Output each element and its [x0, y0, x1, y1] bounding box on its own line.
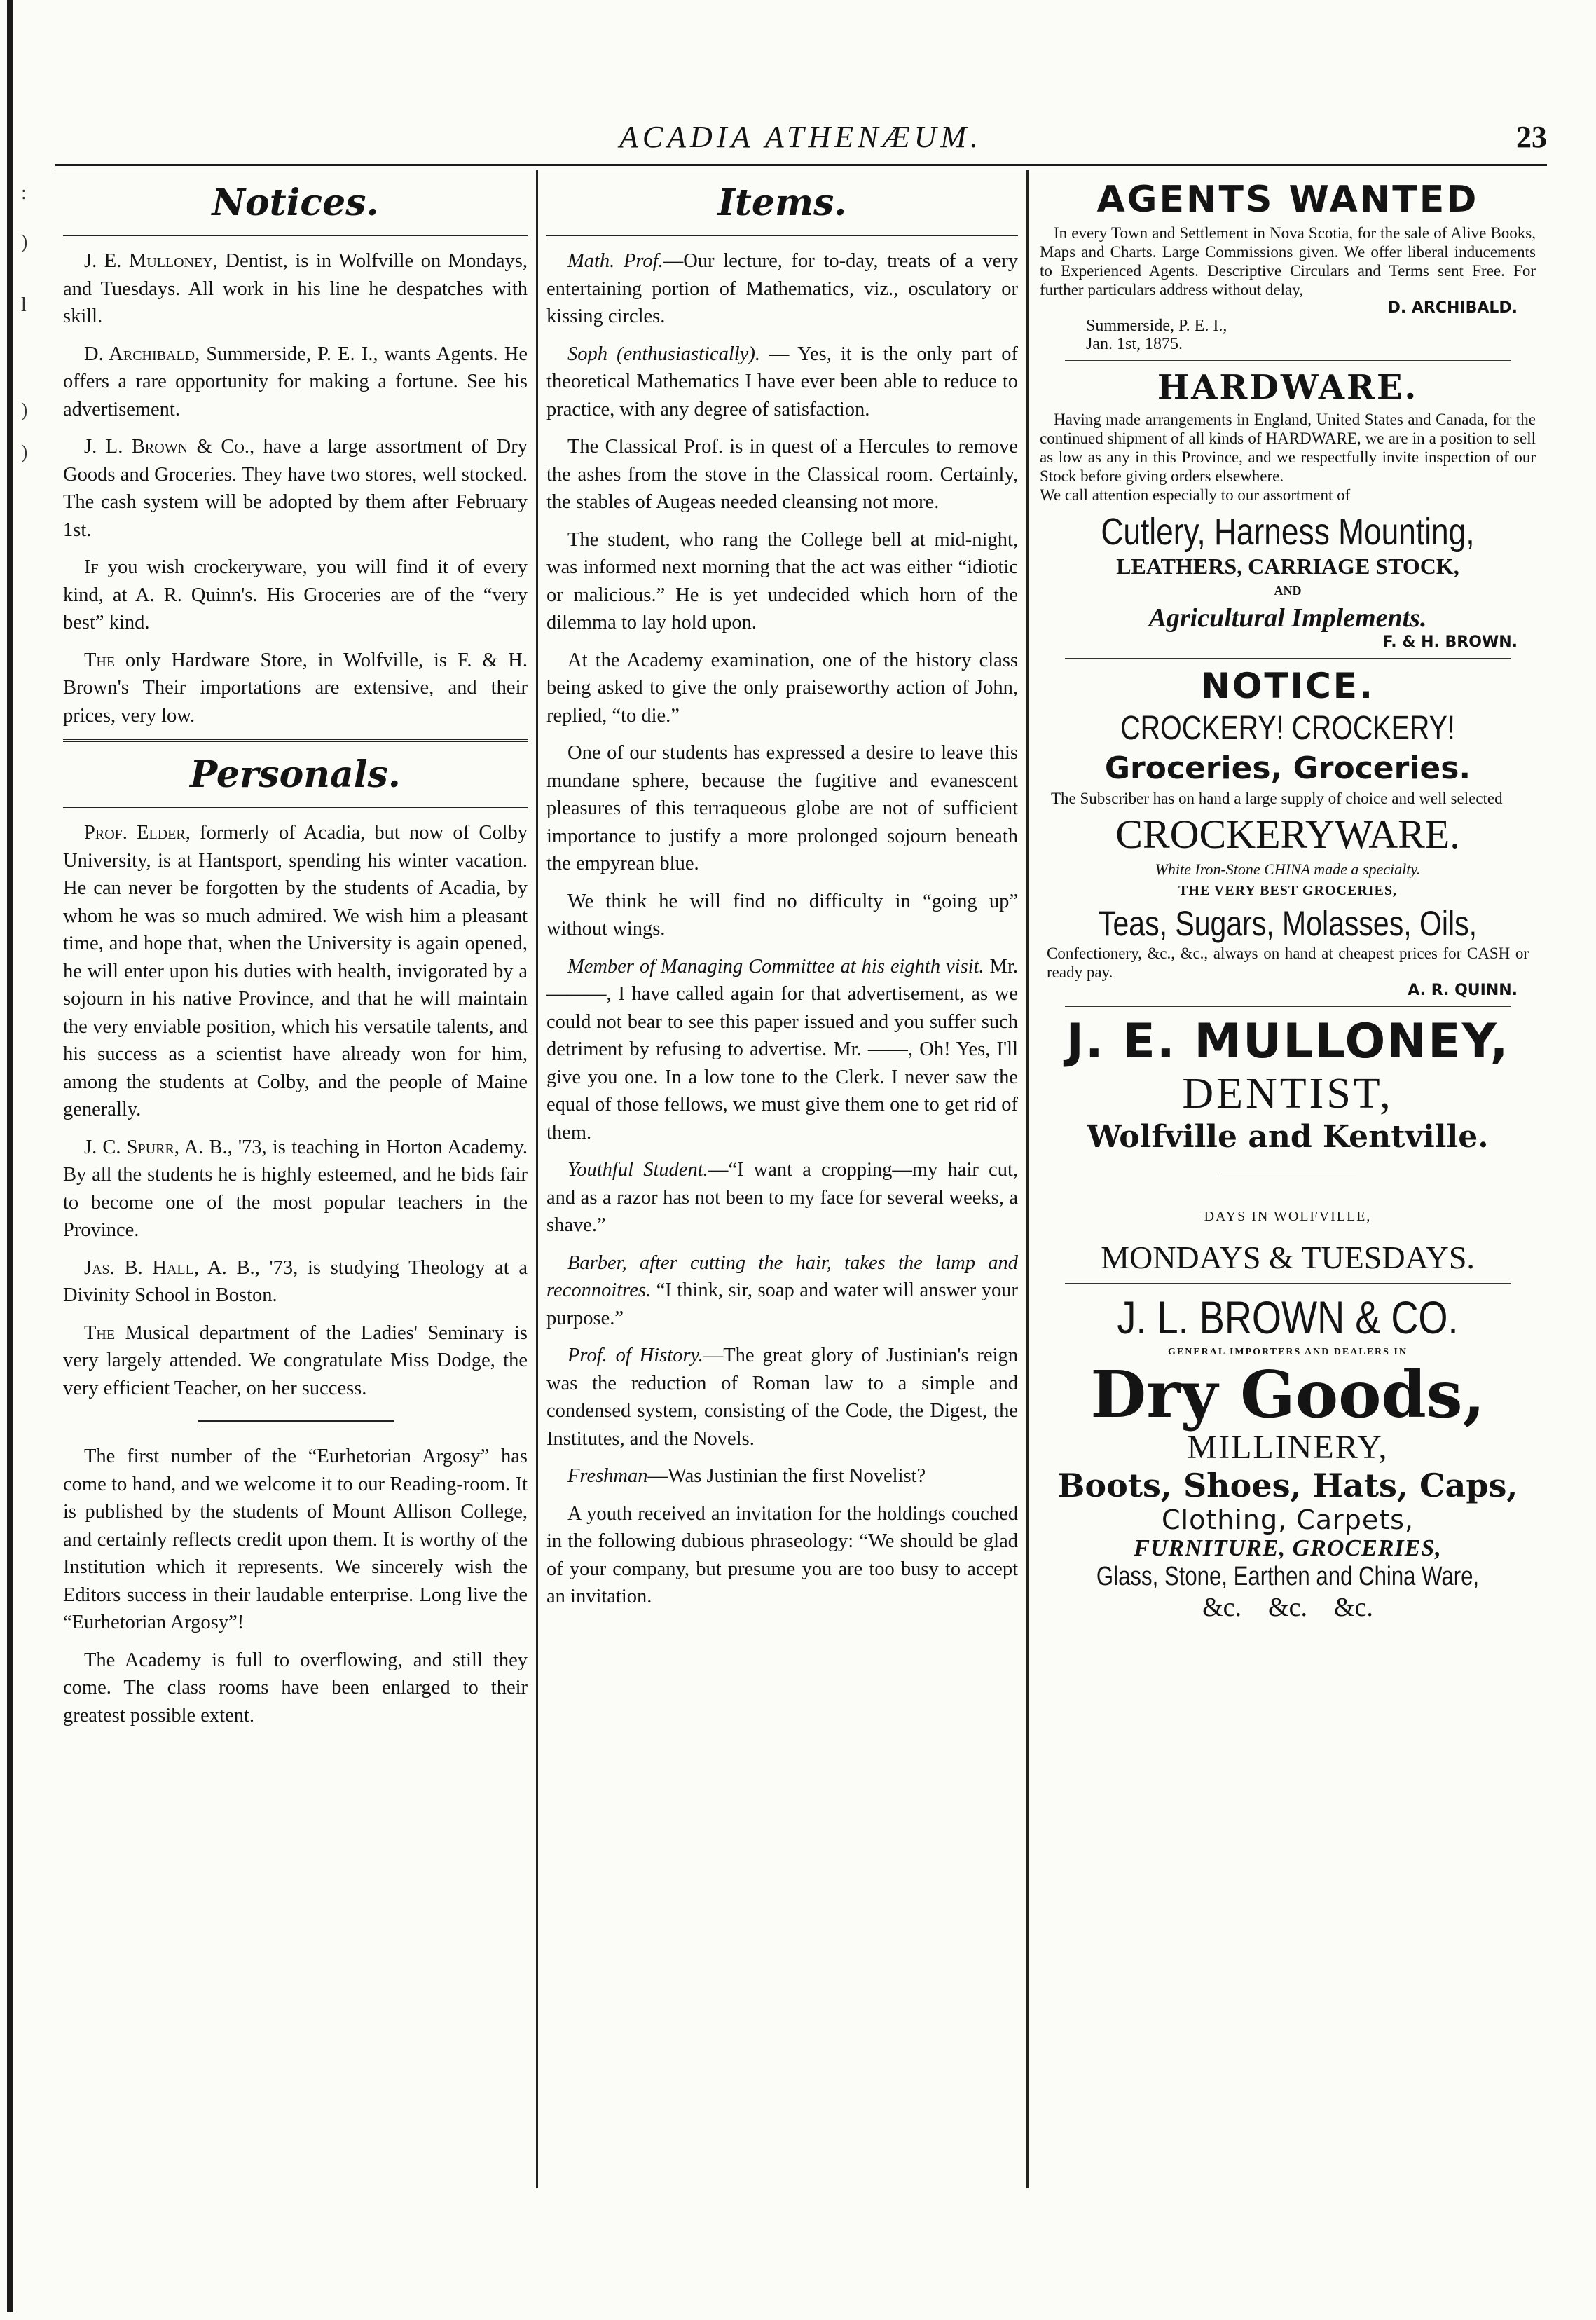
notices-paragraph-lead: J. L. Brown & Co.,	[84, 436, 255, 458]
agents-ad-place: Summerside, P. E. I.,	[1086, 317, 1227, 335]
personals-paragraph	[63, 1134, 528, 1244]
notices-heading: Notices.	[212, 181, 379, 224]
personals-paragraph	[63, 1443, 528, 1637]
brown-ad-name: J. L. BROWN & CO.	[1117, 1291, 1459, 1343]
items-paragraph	[546, 1342, 1018, 1453]
personals-paragraph-text: A. B., '73, is studying Theology at a Divinity School in Boston.	[63, 1256, 528, 1306]
newspaper-page	[55, 105, 1547, 2188]
hardware-ad	[1037, 368, 1539, 651]
quinn-ad-signature: A. R. QUINN.	[1408, 982, 1518, 999]
personals-paragraph	[63, 819, 528, 1124]
personals-paragraph-text: The first number of the “Eurhetorian Argosy” has come to hand, and we welcome it to our Reading-room. It is published by the students of Mount Allison College, and certainly reflects credit upon them. It is worthy of the Institution which it represents. We sincerely wish the Editors success in their laudable enterprise. Long live the “Eurhetorian Argosy”!	[63, 1446, 528, 1633]
mulloney-ad-days-label: DAYS IN WOLFVILLE,	[1204, 1209, 1372, 1224]
personals-paragraph-lead: Prof. Elder,	[84, 822, 191, 844]
brown-ad-sub: GENERAL IMPORTERS AND DEALERS IN	[1167, 1347, 1408, 1357]
hardware-ad-implements: Agricultural Implements.	[1148, 603, 1427, 633]
agents-ad-date: Jan. 1st, 1875.	[1086, 335, 1183, 353]
notices-body	[63, 247, 528, 729]
items-paragraph-text: “I think, sir, soap and water will answer your purpose.”	[546, 1279, 1018, 1329]
ad-rule	[1065, 658, 1511, 659]
items-paragraph	[546, 526, 1018, 637]
mulloney-ad-profession: DENTIST,	[1182, 1070, 1394, 1118]
items-paragraph	[546, 247, 1018, 331]
quinn-ad-title: NOTICE.	[1201, 666, 1375, 706]
hardware-ad-leathers: LEATHERS, CARRIAGE STOCK,	[1116, 554, 1459, 579]
ad-rule	[1065, 360, 1511, 361]
notices-paragraph	[63, 341, 528, 424]
margin-mark: :	[21, 182, 27, 204]
items-paragraph	[546, 1156, 1018, 1240]
quinn-ad-groceries: Groceries, Groceries.	[1104, 750, 1471, 786]
personals-paragraph-lead: J. C. Spurr,	[84, 1136, 179, 1158]
agents-ad-title: AGENTS WANTED	[1096, 179, 1479, 221]
section-rule	[63, 235, 528, 236]
items-paragraph-text: The Classical Prof. is in quest of a Hercules to remove the ashes from the stove in the Classical room. Certainly, the stables of Augeas needed cleansing not more.	[546, 436, 1018, 513]
quinn-ad-text2: Confectionery, &c., &c., always on hand at cheapest prices for CASH or ready pay.	[1047, 945, 1529, 981]
ad-rule	[1065, 1006, 1511, 1007]
items-body	[546, 247, 1018, 1611]
notices-paragraph-lead: D. Archibald,	[84, 343, 200, 365]
items-paragraph-lead: Barber, after cutting the hair, takes the lamp and reconnoitres.	[546, 1251, 1018, 1301]
personals-heading: Personals.	[190, 753, 401, 796]
items-paragraph	[546, 888, 1018, 943]
page-title: ACADIA ATHENÆUM.	[619, 120, 983, 154]
personals-paragraph-lead: The	[84, 1322, 116, 1344]
brown-ad-dry-goods: Dry Goods,	[1090, 1357, 1485, 1432]
quinn-ad	[1037, 666, 1539, 999]
items-paragraph	[546, 341, 1018, 424]
items-paragraph-text: One of our students has expressed a desire to leave this mundane sphere, because the fugitive and evanescent pleasures of this terraqueous globe are not of sufficient importance to justify a more prolonged sojourn beneath the empyrean blue.	[546, 742, 1018, 874]
items-paragraph	[546, 739, 1018, 878]
items-paragraph	[546, 647, 1018, 730]
mulloney-ad-days: MONDAYS & TUESDAYS.	[1101, 1240, 1475, 1275]
notices-paragraph	[63, 247, 528, 331]
quinn-ad-crockeryware: CROCKERYWARE.	[1115, 811, 1460, 857]
brown-ad-millinery: MILLINERY,	[1187, 1429, 1389, 1466]
items-paragraph	[546, 433, 1018, 516]
items-paragraph-text: —Our lecture, for to-day, treats of a very entertaining portion of Mathematics, viz., osculatory or kissing circles.	[546, 250, 1018, 327]
personals-paragraph-text: A. B., '73, is teaching in Horton Academy. By all the students he is highly esteemed, and he bids fair to become one of the most popular teachers in the Province.	[63, 1136, 528, 1241]
section-rule	[63, 739, 528, 742]
page-number: 23	[1516, 120, 1547, 154]
items-paragraph	[546, 1249, 1018, 1333]
binding-bar	[7, 0, 13, 2312]
quinn-ad-china: White Iron-Stone CHINA made a specialty.	[1155, 860, 1421, 878]
items-paragraph-lead: Member of Managing Committee at his eighth visit.	[567, 955, 984, 977]
hardware-ad-signature: F. & H. BROWN.	[1382, 633, 1518, 651]
brown-ad-boots: Boots, Shoes, Hats, Caps,	[1057, 1467, 1518, 1504]
hardware-ad-cutlery: Cutlery, Harness Mounting,	[1101, 511, 1475, 553]
brown-ad-furniture: FURNITURE, GROCERIES,	[1134, 1535, 1442, 1561]
notices-paragraph	[63, 554, 528, 637]
notices-paragraph-text: Summerside, P. E. I., wants Agents. He offers a rare opportunity for making a fortune. See his advertisement.	[63, 343, 528, 420]
notices-paragraph-lead: J. E. Mulloney,	[84, 250, 218, 272]
mulloney-ad-name: J. E. MULLONEY,	[1066, 1014, 1510, 1069]
quinn-ad-crockery: CROCKERY! CROCKERY!	[1120, 710, 1455, 747]
items-paragraph-lead: Youthful Student.	[567, 1159, 708, 1181]
notices-paragraph-text: you wish crockeryware, you will find it of every kind, at A. R. Quinn's. His Groceries are of the “very best” kind.	[63, 556, 528, 633]
personals-paragraph	[63, 1254, 528, 1310]
agents-ad-text: In every Town and Settlement in Nova Scotia, for the sale of Alive Books, Maps and Charts. Large Commissions given. We offer liberal inducements to Experienced Agents. Descriptive Circulars and Terms sent Free. For further particulars address without delay,	[1040, 224, 1536, 298]
quinn-ad-teas: Teas, Sugars, Molasses, Oils,	[1098, 904, 1478, 943]
personals-paragraph-text: formerly of Acadia, but now of Colby University, is at Hantsport, spending his winter vacation. He can never be forgotten by the students of Acadia, by whom he was so much admired. We wish him a pleasant time, and hope that, when the University is again opened, he will enter upon his duties with health, invigorated by a sojourn in his native Province, and that he will maintain the very enviable position, which his versatile talents, and his success as a scientist have already won for him, among the students at Colby, and the people of Maine generally.	[63, 822, 528, 1120]
header-rule	[55, 164, 1547, 170]
items-paragraph-text: We think he will find no difficulty in “going up” without wings.	[546, 890, 1018, 940]
notices-column	[55, 170, 538, 2188]
margin-mark: )	[21, 441, 28, 463]
section-rule	[63, 807, 528, 808]
notices-paragraph-lead: The	[84, 649, 116, 671]
notices-paragraph	[63, 647, 528, 730]
agents-ad	[1037, 179, 1539, 353]
items-paragraph-text: A youth received an invitation for the holdings couched in the following dubious phraseology: “We should be glad of your company, but presume you are too busy to accept an invitation.	[546, 1502, 1018, 1607]
notices-paragraph-text: Dentist, is in Wolfville on Mondays, and Tuesdays. All work in his line he despatches with skill.	[63, 250, 528, 327]
items-paragraph-text: —The great glory of Justinian's reign was the reduction of Roman law to a simple and condensed system, consisting of the Code, the Digest, the Institutes, and the Novels.	[546, 1345, 1018, 1450]
quinn-ad-very-best: THE VERY BEST GROCERIES,	[1178, 883, 1397, 898]
items-paragraph	[546, 953, 1018, 1147]
ads-column	[1029, 170, 1547, 2188]
items-heading: Items.	[717, 181, 847, 224]
items-paragraph-lead: Freshman	[567, 1465, 648, 1487]
personals-paragraph-text: The Academy is full to overflowing, and still they come. The class rooms have been enlarged to their greatest possible extent.	[63, 1649, 528, 1727]
items-paragraph-text: At the Academy examination, one of the history class being asked to give the only praiseworthy action of John, replied, “to die.”	[546, 649, 1018, 727]
mulloney-ad	[1037, 1014, 1539, 1276]
items-paragraph-text: — Yes, it is the only part of theoretical Mathematics I have ever been able to reduce to practice, with any degree of satisfaction.	[546, 343, 1018, 420]
notices-paragraph-text: have a large assortment of Dry Goods and Groceries. They have two stores, well stocked. The cash system will be adopted by them after February 1st.	[63, 436, 528, 541]
running-head	[55, 105, 1547, 154]
personals-paragraph-lead: Jas. B. Hall,	[84, 1256, 199, 1279]
items-paragraph	[546, 1462, 1018, 1490]
personals-paragraph	[63, 1647, 528, 1730]
brown-ad-etc: &c. &c. &c.	[1202, 1593, 1373, 1622]
personals-paragraph-text: Musical department of the Ladies' Seminary is very largely attended. We congratulate Miss Dodge, the very efficient Teacher, on her success.	[63, 1322, 528, 1399]
personals-paragraph	[63, 1319, 528, 1403]
mulloney-ad-places: Wolfville and Kentville.	[1087, 1119, 1489, 1155]
margin-mark: l	[21, 294, 27, 316]
items-paragraph-text: —Was Justinian the first Novelist?	[647, 1465, 926, 1487]
quinn-ad-text: The Subscriber has on hand a large supply of choice and well selected	[1051, 790, 1503, 807]
items-paragraph-text: —“I want a cropping—my hair cut, and as a razor has not been to my face for several weeks, a shave.”	[546, 1159, 1018, 1236]
items-paragraph-lead: Soph (enthusiastically).	[567, 343, 760, 365]
agents-ad-signature: D. ARCHIBALD.	[1387, 299, 1518, 317]
items-paragraph-lead: Prof. of History.	[567, 1345, 703, 1366]
items-column	[538, 170, 1029, 2188]
hardware-ad-attention: We call attention especially to our assortment of	[1040, 486, 1351, 504]
items-paragraph-lead: Math. Prof.	[567, 250, 663, 272]
notices-paragraph-lead: If	[84, 556, 99, 578]
hardware-ad-title: HARDWARE.	[1157, 368, 1419, 407]
brown-ad-clothing: Clothing, Carpets,	[1162, 1504, 1414, 1535]
margin-mark: )	[21, 399, 28, 421]
notices-paragraph	[63, 433, 528, 544]
brown-ad-glass: Glass, Stone, Earthen and China Ware,	[1096, 1562, 1480, 1591]
hardware-ad-and: AND	[1274, 584, 1302, 598]
section-ornament	[63, 1416, 528, 1429]
binding-edge	[0, 0, 55, 2320]
items-paragraph	[546, 1500, 1018, 1611]
margin-mark: )	[21, 231, 28, 253]
ad-rule	[1065, 1283, 1511, 1284]
brown-ad	[1037, 1291, 1539, 1623]
items-paragraph-text: Mr. ———, I have called again for that advertisement, as we could not bear to see this paper issued and you suffer such detriment by refusing to advertise. Mr. ——, Oh! Yes, I'll give you one. In a low tone to the Clerk. I never saw the equal of those fellows, we must give them one to get rid of them.	[546, 955, 1018, 1144]
items-paragraph-text: The student, who rang the College bell at mid-night, was informed next morning that the act was either “idiotic or malicious.” He is yet undecided which horn of the dilemma to lay hold upon.	[546, 528, 1018, 633]
personals-body	[63, 819, 528, 1729]
columns	[55, 170, 1547, 2188]
notices-paragraph-text: only Hardware Store, in Wolfville, is F. & H. Brown's Their importations are extensive, and their prices, very low.	[63, 649, 528, 727]
hardware-ad-text: Having made arrangements in England, United States and Canada, for the continued shipment of all kinds of HARDWARE, we are in a position to sell as low as any in this Province, and we respectfully invite inspection of our Stock before giving orders elsewhere.	[1040, 411, 1536, 485]
section-rule	[546, 235, 1018, 236]
